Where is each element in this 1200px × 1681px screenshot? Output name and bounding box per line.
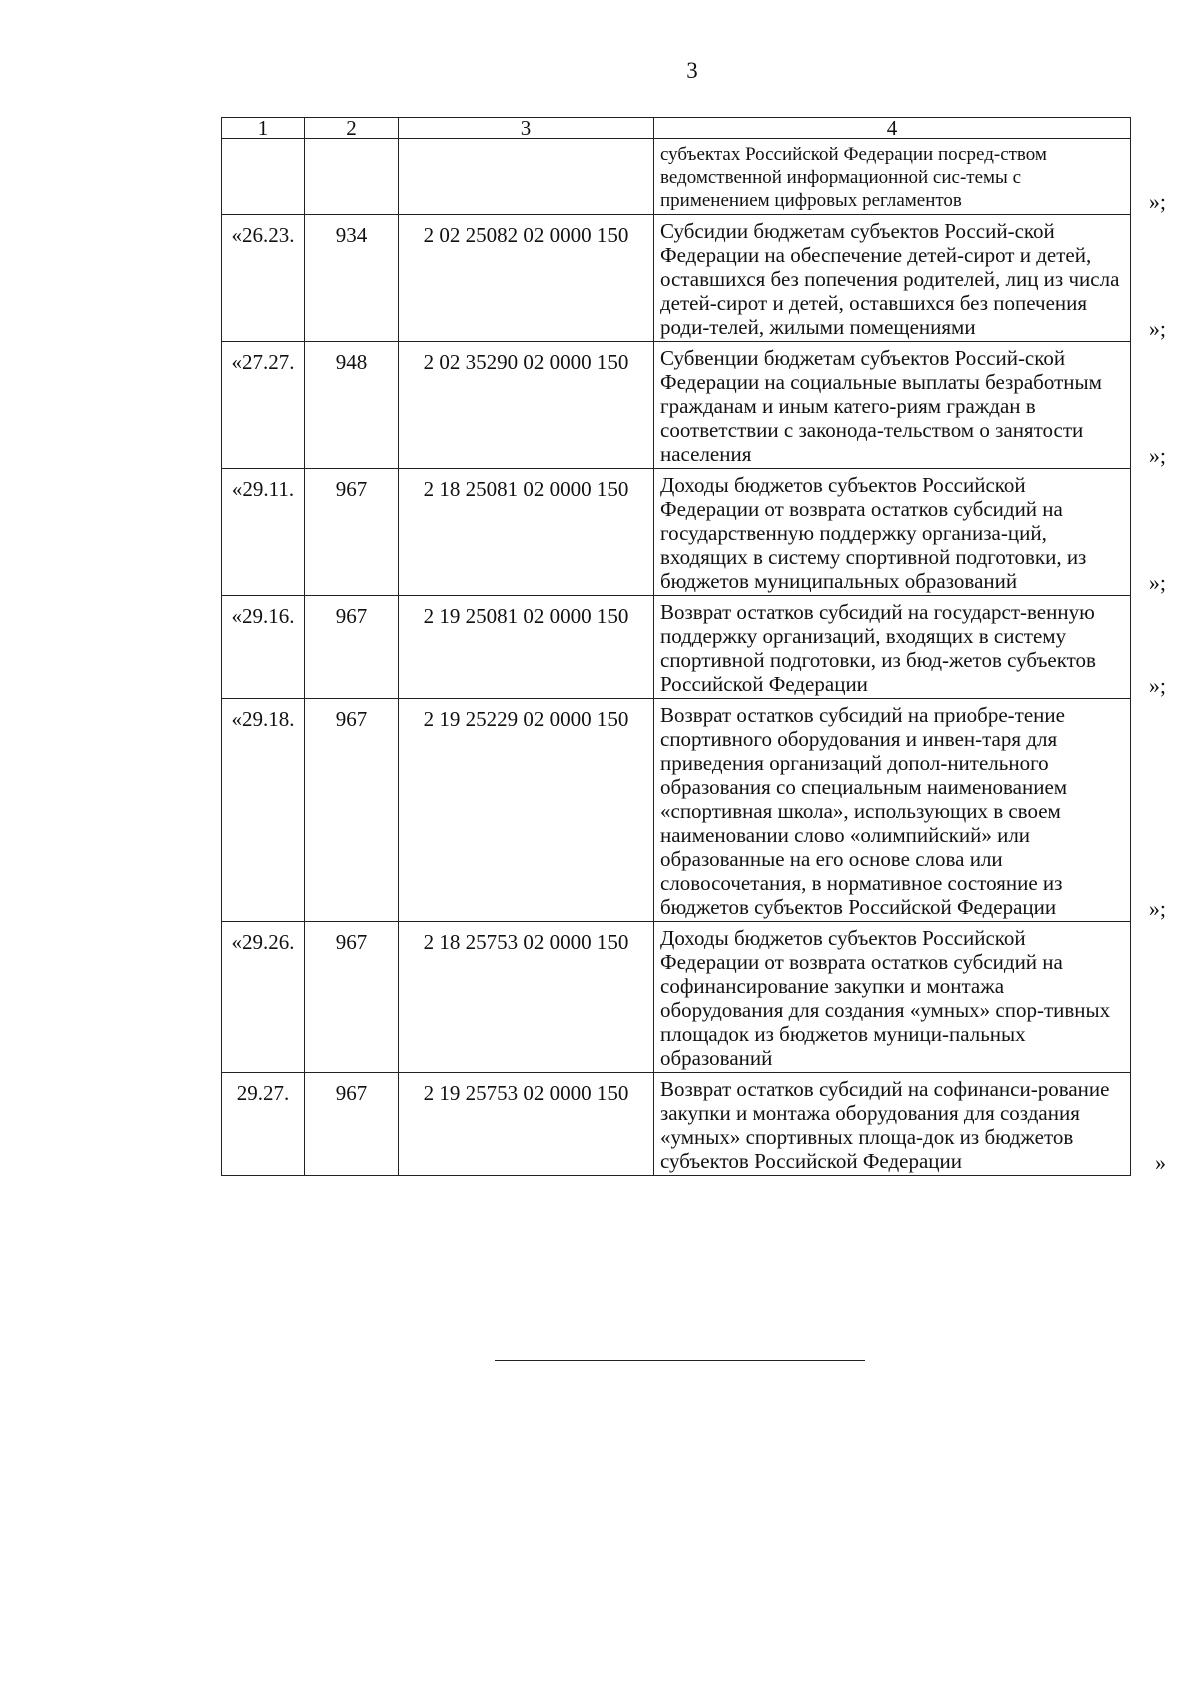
column-header-1: 1 xyxy=(222,118,305,139)
closing-quote-mark: »; xyxy=(1148,316,1166,341)
closing-quote-mark: »; xyxy=(1148,189,1166,214)
description-cell xyxy=(654,139,1166,215)
admin-code-cell: 967 xyxy=(305,1073,399,1176)
kbk-code-cell: 2 19 25081 02 0000 150 xyxy=(399,596,654,699)
admin-code-cell: 967 xyxy=(305,699,399,922)
kbk-code-cell: 2 02 25082 02 0000 150 xyxy=(399,215,654,342)
table-row xyxy=(222,1073,1131,1176)
description-cell xyxy=(654,596,1166,699)
closing-quote-mark: »; xyxy=(1148,570,1166,595)
row-number-cell: «29.11. xyxy=(222,469,305,596)
table-body xyxy=(222,139,1166,1176)
description-text: субъектах Российской Федерации посред-ством ведомственной информационной сис-темы с применением цифровых регламентов xyxy=(660,144,1047,211)
table-row xyxy=(222,596,1131,699)
admin-code-cell xyxy=(305,139,399,215)
admin-code-cell: 967 xyxy=(305,922,399,1073)
admin-code-cell: 948 xyxy=(305,342,399,469)
row-number-cell: «26.23. xyxy=(222,215,305,342)
admin-code-cell: 967 xyxy=(305,469,399,596)
table-row xyxy=(222,922,1131,1073)
page-number: 3 xyxy=(686,58,698,83)
kbk-code-cell: 2 18 25753 02 0000 150 xyxy=(399,922,654,1073)
kbk-code-cell: 2 18 25081 02 0000 150 xyxy=(399,469,654,596)
closing-quote-mark: » xyxy=(1155,1150,1166,1175)
description-text: Возврат остатков субсидий на приобре-тение спортивного оборудования и инвен-таря для приведения организаций допол-нительного образования со специальным наименованием «спортивная школа», использующих в своем наименовании слово «олимпийский» или образованные на его основе слова или словосочетания, в нормативное состояние из бюджетов субъектов Российской Федерации xyxy=(660,703,1068,919)
table-row xyxy=(222,699,1131,922)
closing-rule xyxy=(495,1360,865,1361)
closing-quote-mark: »; xyxy=(1148,673,1166,698)
description-cell xyxy=(654,469,1166,596)
admin-code-cell: 934 xyxy=(305,215,399,342)
kbk-code-cell xyxy=(399,139,654,215)
column-header-3: 3 xyxy=(399,118,654,139)
kbk-code-cell: 2 02 35290 02 0000 150 xyxy=(399,342,654,469)
table-row xyxy=(222,139,1131,215)
kbk-code-cell: 2 19 25229 02 0000 150 xyxy=(399,699,654,922)
budget-codes-table xyxy=(221,116,1166,1176)
description-text: Возврат остатков субсидий на софинанси-рование закупки и монтажа оборудования для создания «умных» спортивных площа-док из бюджетов субъектов Российской Федерации xyxy=(660,1077,1110,1173)
row-number-cell: 29.27. xyxy=(222,1073,305,1176)
kbk-code-cell: 2 19 25753 02 0000 150 xyxy=(399,1073,654,1176)
description-cell xyxy=(654,342,1166,469)
description-text: Возврат остатков субсидий на государст-венную поддержку организаций, входящих в систему спортивной подготовки, из бюд-жетов субъектов Российской Федерации xyxy=(660,600,1096,696)
description-cell xyxy=(654,699,1166,922)
row-number-cell: «27.27. xyxy=(222,342,305,469)
description-text: Доходы бюджетов субъектов Российской Федерации от возврата остатков субсидий на государственную поддержку организа-ций, входящих в систему спортивной подготовки, из бюджетов муниципальных образований xyxy=(660,473,1087,593)
closing-quote-mark: »; xyxy=(1148,896,1166,921)
description-text: Доходы бюджетов субъектов Российской Федерации от возврата остатков субсидий на софинансирование закупки и монтажа оборудования для создания «умных» спор-тивных площадок из бюджетов муници-пальных образований xyxy=(660,926,1111,1070)
row-number-cell: «29.26. xyxy=(222,922,305,1073)
column-header-4: 4 xyxy=(654,118,1131,139)
description-cell xyxy=(654,922,1131,1073)
row-number-cell: «29.16. xyxy=(222,596,305,699)
table-row xyxy=(222,215,1131,342)
description-cell xyxy=(654,1073,1166,1176)
table-row xyxy=(222,469,1131,596)
closing-quote-mark: »; xyxy=(1148,443,1166,468)
table-row xyxy=(222,342,1131,469)
row-number-cell: «29.18. xyxy=(222,699,305,922)
description-cell xyxy=(654,215,1166,342)
description-text: Субсидии бюджетам субъектов Россий-ской Федерации на обеспечение детей-сирот и детей, оставшихся без попечения родителей, лиц из числа детей-сирот и детей, оставшихся без попечения роди-телей, жилыми помещениями xyxy=(660,219,1120,339)
table-header-row xyxy=(222,118,1131,139)
row-number-cell xyxy=(222,139,305,215)
admin-code-cell: 967 xyxy=(305,596,399,699)
column-header-2: 2 xyxy=(305,118,399,139)
description-text: Субвенции бюджетам субъектов Россий-ской Федерации на социальные выплаты безработным гражданам и иным катего-риям граждан в соответствии с законода-тельством о занятости населения xyxy=(660,346,1102,466)
